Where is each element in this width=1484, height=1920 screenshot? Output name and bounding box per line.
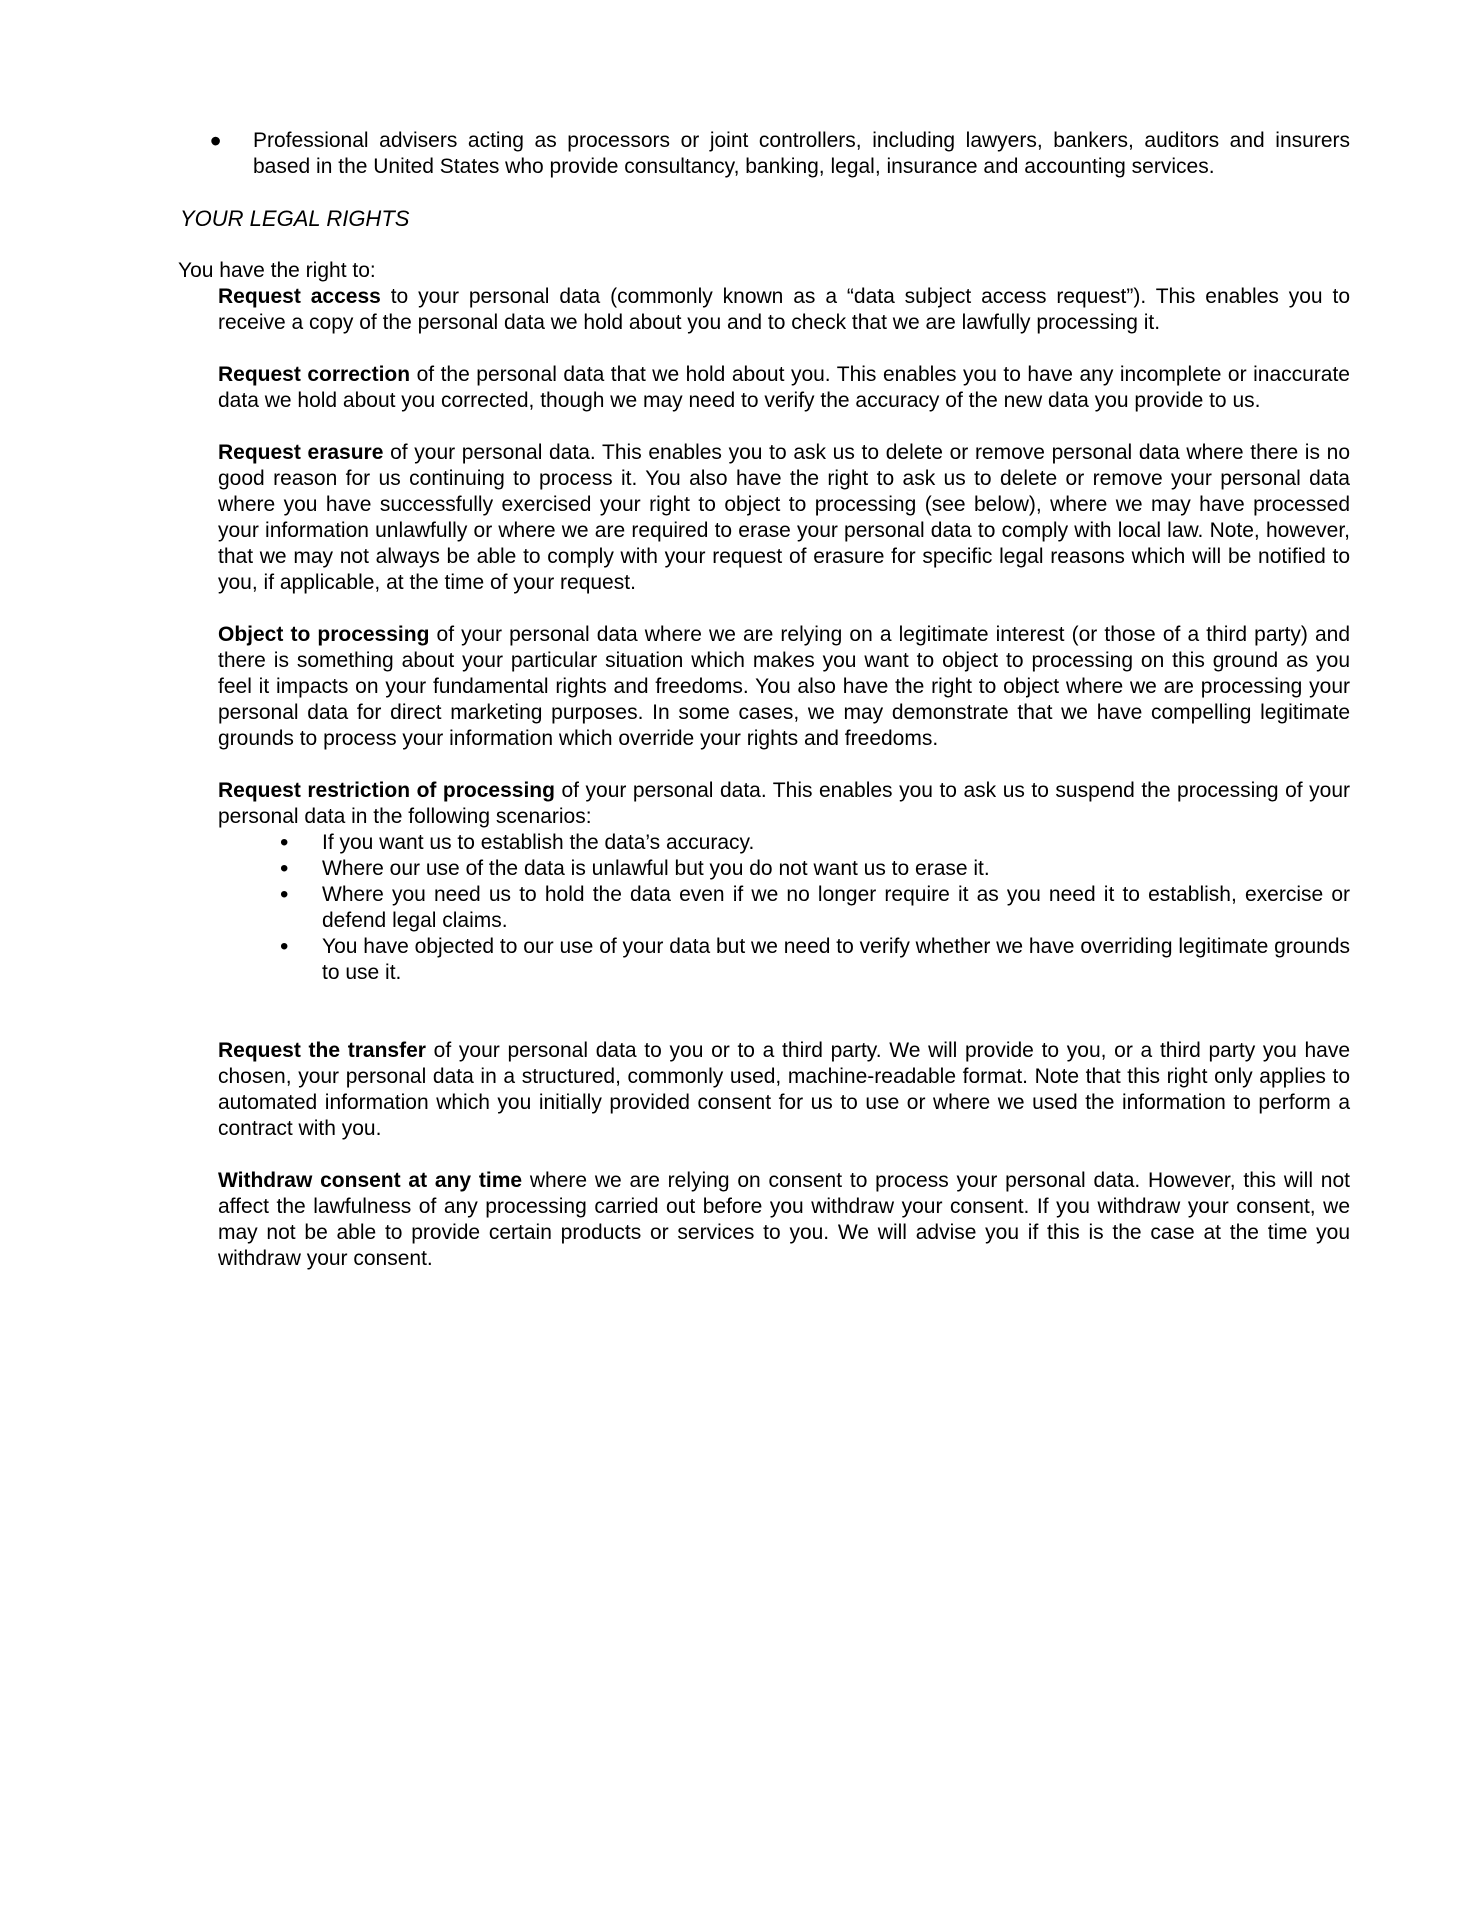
paragraph-lead: Object to processing [218,623,430,646]
list-item [178,123,1350,180]
paragraph-lead: Request restriction of processing [218,779,555,802]
bullet-icon: • [280,933,289,960]
paragraph-body: of your personal data. This enables you to ask us to delete or remove personal data where there is no good reason for us continuing to process it. You also have the right to ask us to delete or remove your personal data where you have successfully exercised your right to object to processing (see below), where we may have processed your information unlawfully or where we are required to erase your personal data to comply with local law. Note, however, that we may not always be able to comply with your request of erasure for specific legal reasons which will be notified to you, if applicable, at the time of your request. [218,441,1351,594]
intro-line: You have the right to: [178,259,376,282]
list-item [280,830,1350,856]
paragraph-body: of your personal data where we are relying on a legitimate interest (or those of a third party) and there is something about your particular situation which makes you want to object to processing on this ground as you feel it impacts on your fundamental rights and freedoms. You also have the right to object where we are processing your personal data for direct marketing purposes. In some cases, we may demonstrate that we have compelling legitimate grounds to process your information which override your rights and freedoms. [218,623,1351,750]
paragraph-text [218,778,1350,830]
paragraph-lead: Request erasure [218,441,384,464]
paragraph-body: where we are relying on consent to process your personal data. However, this will not affect the lawfulness of any processing carried out before you withdraw your consent. If you withdraw your consent, we may not be able to provide certain products or services to you. We will advise you if this is the case at the time you withdraw your consent. [218,1169,1350,1270]
right-paragraph-request-erasure [218,440,1350,596]
paragraph-text [218,362,1350,414]
paragraph-lead: Request the transfer [218,1039,426,1062]
right-paragraph-object-to-processing [218,622,1350,752]
section-heading: YOUR LEGAL RIGHTS [180,206,410,231]
right-paragraph-request-correction [218,362,1350,414]
bullet-icon: • [210,123,222,159]
list-item-text: Where you need us to hold the data even if we no longer require it as you need it to establish, exercise or defend legal claims. [322,883,1350,932]
right-paragraph-withdraw-consent [218,1168,1350,1272]
list-item-text: If you want us to establish the data’s accuracy. [322,831,755,854]
paragraph-body: of the personal data that we hold about you. This enables you to have any incomplete or inaccurate data we hold about you corrected, though we may need to verify the accuracy of the new data you provide to us. [218,363,1350,412]
bullet-icon: • [280,829,289,856]
paragraph-text [218,622,1350,752]
list-item [280,856,1350,882]
paragraph-lead: Request access [218,285,381,308]
list-item-text: Professional advisers acting as processors or joint controllers, including lawyers, bankers, auditors and insurers based in the United States who provide consultancy, banking, legal, insurance and accounting services. [253,129,1350,178]
paragraph-text [218,1168,1350,1272]
list-item-text: You have objected to our use of your data but we need to verify whether we have overriding legitimate grounds to use it. [322,935,1350,984]
paragraph-body: of your personal data to you or to a third party. We will provide to you, or a third party you have chosen, your personal data in a structured, commonly used, machine-readable format. Note that this right only applies to automated information which you initially provided consent for us to use or where we used the information to perform a contract with you. [218,1039,1350,1140]
list-item [280,882,1350,934]
bullet-icon: • [280,881,289,908]
right-paragraph-request-transfer [218,1038,1350,1142]
rights-list [218,284,1350,1272]
paragraph-text [218,440,1350,596]
list-item-text: Where our use of the data is unlawful but you do not want us to erase it. [322,857,990,880]
paragraph-body: of your personal data. This enables you to ask us to suspend the processing of your personal data in the following scenarios: [218,779,1351,828]
paragraph-text [218,1038,1350,1142]
paragraph-lead: Request correction [218,363,411,386]
right-paragraph-request-access [218,284,1350,336]
paragraph-lead: Withdraw consent at any time [218,1169,523,1192]
paragraph-text [218,284,1350,336]
right-paragraph-request-restriction [218,778,1350,986]
bullet-icon: • [280,855,289,882]
paragraph-body: to your personal data (commonly known as a “data subject access request”). This enables you to receive a copy of the personal data we hold about you and to check that we are lawfully processing it. [218,285,1350,334]
list-item [280,934,1350,986]
